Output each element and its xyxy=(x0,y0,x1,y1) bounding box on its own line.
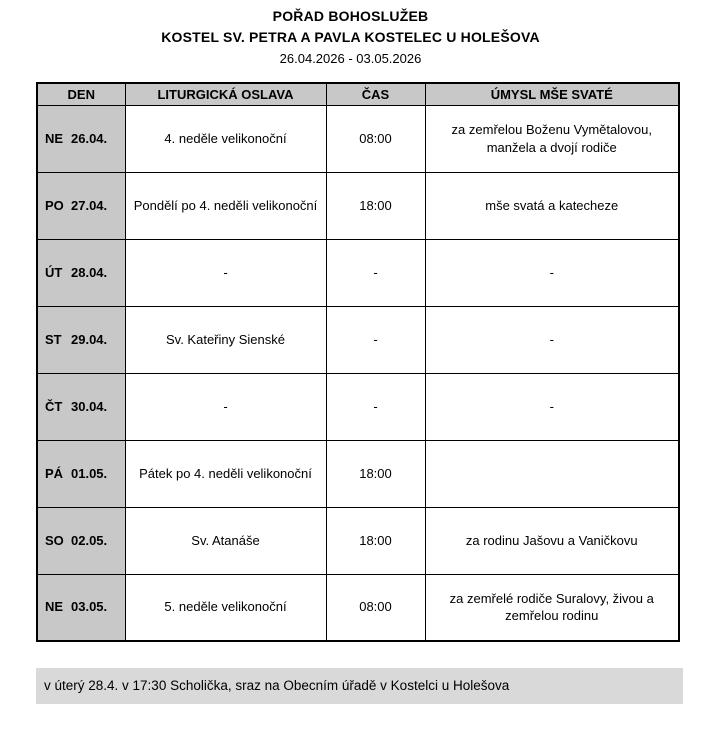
day-cell xyxy=(37,574,125,641)
day-date: 01.05. xyxy=(71,465,108,481)
day-abbrev: NE xyxy=(45,130,64,146)
celebration-cell: 4. neděle velikonoční xyxy=(125,105,326,172)
date-range: 26.04.2026 - 03.05.2026 xyxy=(279,51,422,66)
footer-note: v úterý 28.4. v 17:30 Scholička, sraz na Obecním úřadě v Kostelci u Holešova xyxy=(36,668,683,704)
day-cell xyxy=(37,306,125,373)
day-abbrev: SO xyxy=(45,532,64,548)
day-date: 03.05. xyxy=(71,599,108,615)
celebration-cell: Sv. Atanáše xyxy=(125,507,326,574)
schedule-table xyxy=(36,82,680,642)
day-date: 29.04. xyxy=(71,331,108,347)
header-block xyxy=(0,8,701,66)
intention-cell: za zemřelé rodiče Suralovy, živou a zemřelou rodinu xyxy=(425,574,679,641)
time-cell: 08:00 xyxy=(326,105,425,172)
table-row xyxy=(37,105,679,172)
intention-cell: - xyxy=(425,306,679,373)
day-cell xyxy=(37,373,125,440)
table-header-row xyxy=(37,83,679,105)
day-date: 02.05. xyxy=(71,532,108,548)
day-cell xyxy=(37,507,125,574)
celebration-cell: - xyxy=(125,239,326,306)
day-abbrev: PO xyxy=(45,197,64,213)
day-date: 30.04. xyxy=(71,398,108,414)
table-row xyxy=(37,440,679,507)
time-cell: - xyxy=(326,306,425,373)
table-row xyxy=(37,373,679,440)
day-abbrev: ÚT xyxy=(45,264,63,280)
table-row xyxy=(37,172,679,239)
day-date: 27.04. xyxy=(71,197,108,213)
day-abbrev: ST xyxy=(45,331,62,347)
time-cell: 08:00 xyxy=(326,574,425,641)
intention-cell: - xyxy=(425,373,679,440)
intention-cell xyxy=(425,440,679,507)
time-cell: 18:00 xyxy=(326,440,425,507)
column-header-umysl: ÚMYSL MŠE SVATÉ xyxy=(425,83,679,105)
day-cell xyxy=(37,239,125,306)
intention-cell: mše svatá a katecheze xyxy=(425,172,679,239)
celebration-cell: - xyxy=(125,373,326,440)
day-cell xyxy=(37,172,125,239)
table-row xyxy=(37,239,679,306)
table-row xyxy=(37,306,679,373)
day-date: 28.04. xyxy=(71,264,108,280)
table-row xyxy=(37,507,679,574)
intention-cell: za zemřelou Boženu Vymětalovou, manžela a dvojí rodiče xyxy=(425,105,679,172)
intention-cell: - xyxy=(425,239,679,306)
column-header-den: DEN xyxy=(37,83,125,105)
day-abbrev: PÁ xyxy=(45,465,64,481)
page-title: POŘAD BOHOSLUŽEB xyxy=(272,8,429,24)
time-cell: 18:00 xyxy=(326,172,425,239)
column-header-liturgicka-oslava: LITURGICKÁ OSLAVA xyxy=(125,83,326,105)
celebration-cell: Pátek po 4. neděli velikonoční xyxy=(125,440,326,507)
time-cell: - xyxy=(326,373,425,440)
intention-cell: za rodinu Jašovu a Vaničkovu xyxy=(425,507,679,574)
church-name: KOSTEL SV. PETRA A PAVLA KOSTELEC U HOLEŠOVA xyxy=(161,29,540,45)
day-cell xyxy=(37,105,125,172)
column-header-cas: ČAS xyxy=(326,83,425,105)
celebration-cell: Pondělí po 4. neděli velikonoční xyxy=(125,172,326,239)
day-abbrev: NE xyxy=(45,599,64,615)
day-date: 26.04. xyxy=(71,130,108,146)
day-cell xyxy=(37,440,125,507)
day-abbrev: ČT xyxy=(45,398,63,414)
table-row xyxy=(37,574,679,641)
celebration-cell: 5. neděle velikonoční xyxy=(125,574,326,641)
time-cell: 18:00 xyxy=(326,507,425,574)
celebration-cell: Sv. Kateřiny Sienské xyxy=(125,306,326,373)
time-cell: - xyxy=(326,239,425,306)
